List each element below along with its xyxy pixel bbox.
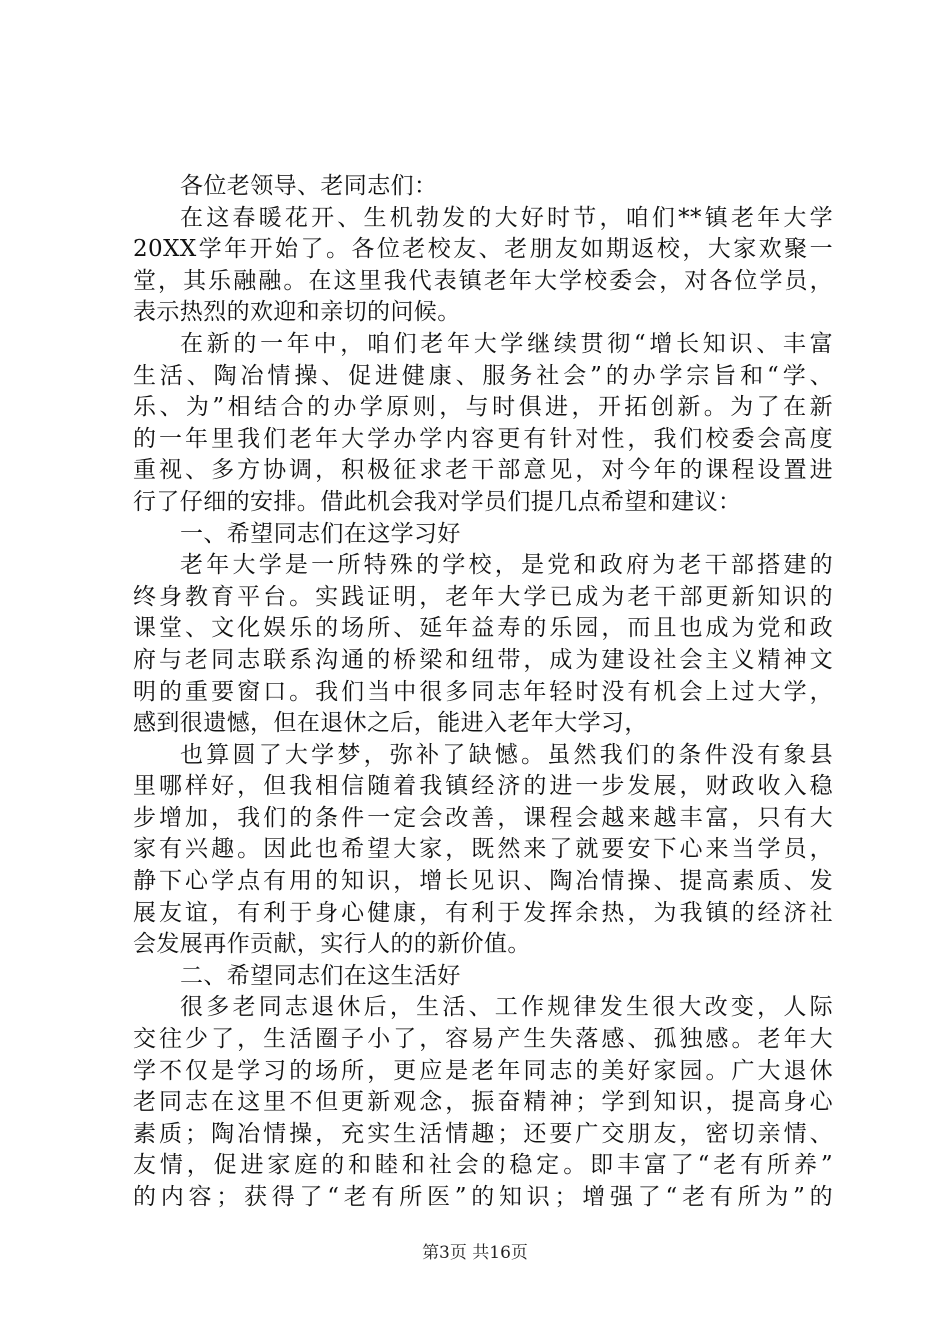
paragraph-line: 很多老同志退休后，生活、工作规律发生很大改变，人际 [180, 994, 833, 1021]
paragraph-line: 乐、为”相结合的办学原则，与时俱进，开拓创新。为了在新 [133, 394, 833, 421]
paragraph-line: 静下心学点有用的知识，增长见识、陶冶情操、提高素质、发 [133, 868, 833, 895]
salutation-line: 各位老领导、老同志们： [180, 173, 438, 199]
section-heading: 一、希望同志们在这学习好 [180, 520, 461, 547]
paragraph-line: 素质；陶冶情操，充实生活情趣；还要广交朋友，密切亲情、 [133, 1120, 833, 1147]
paragraph-line: 家有兴趣。因此也希望大家，既然来了就要安下心来当学员， [133, 836, 833, 863]
paragraph-line: 交往少了，生活圈子小了，容易产生失落感、孤独感。老年大 [133, 1026, 833, 1053]
paragraph-line: 表示热烈的欢迎和亲切的问候。 [133, 299, 461, 326]
paragraph-line: 里哪样好，但我相信随着我镇经济的进一步发展，财政收入稳 [133, 773, 833, 800]
paragraph-line: 感到很遗憾，但在退休之后，能进入老年大学习， [133, 710, 648, 737]
paragraph-line: 老年大学是一所特殊的学校，是党和政府为老干部搭建的 [180, 552, 833, 579]
paragraph-line: 也算圆了大学梦，弥补了缺憾。虽然我们的条件没有象县 [180, 741, 833, 768]
paragraph-line: 20XX学年开始了。各位老校友、老朋友如期返校，大家欢聚一 [133, 236, 833, 263]
page-number-footer: 第3页 共16页 [422, 1243, 528, 1263]
paragraph-line: 在新的一年中，咱们老年大学继续贯彻“增长知识、丰富 [180, 330, 833, 357]
paragraph-line: 生活、陶冶情操、促进健康、服务社会”的办学宗旨和“学、 [133, 362, 833, 389]
paragraph-line: 行了仔细的安排。借此机会我对学员们提几点希望和建议： [133, 488, 742, 515]
section-heading: 二、希望同志们在这生活好 [180, 962, 461, 989]
paragraph-line: 展友谊，有利于身心健康，有利于发挥余热，为我镇的经济社 [133, 899, 833, 926]
paragraph-line: 会发展再作贡献，实行人的的新价值。 [133, 931, 531, 958]
paragraph-line: 的内容；获得了“老有所医”的知识；增强了“老有所为”的 [133, 1184, 833, 1210]
paragraph-line: 友情，促进家庭的和睦和社会的稳定。即丰富了“老有所养” [133, 1152, 833, 1179]
paragraph-line: 课堂、文化娱乐的场所、延年益寿的乐园，而且也成为党和政 [133, 615, 833, 642]
paragraph-line: 终身教育平台。实践证明，老年大学已成为老干部更新知识的 [133, 583, 833, 610]
paragraph-line: 步增加，我们的条件一定会改善，课程会越来越丰富，只有大 [133, 804, 833, 831]
paragraph-line: 的一年里我们老年大学办学内容更有针对性，我们校委会高度 [133, 425, 833, 452]
paragraph-line: 府与老同志联系沟通的桥梁和纽带，成为建设社会主义精神文 [133, 646, 833, 673]
paragraph-line: 在这春暖花开、生机勃发的大好时节，咱们**镇老年大学 [180, 204, 833, 231]
paragraph-line: 重视、多方协调，积极征求老干部意见，对今年的课程设置进 [133, 457, 833, 484]
paragraph-line: 堂，其乐融融。在这里我代表镇老年大学校委会，对各位学员， [133, 267, 833, 294]
paragraph-line: 明的重要窗口。我们当中很多同志年轻时没有机会上过大学， [133, 678, 833, 705]
document-body [133, 171, 833, 1214]
paragraph-line: 老同志在这里不但更新观念，振奋精神；学到知识，提高身心 [133, 1089, 833, 1116]
paragraph-line: 学不仅是学习的场所，更应是老年同志的美好家园。广大退休 [133, 1057, 833, 1084]
